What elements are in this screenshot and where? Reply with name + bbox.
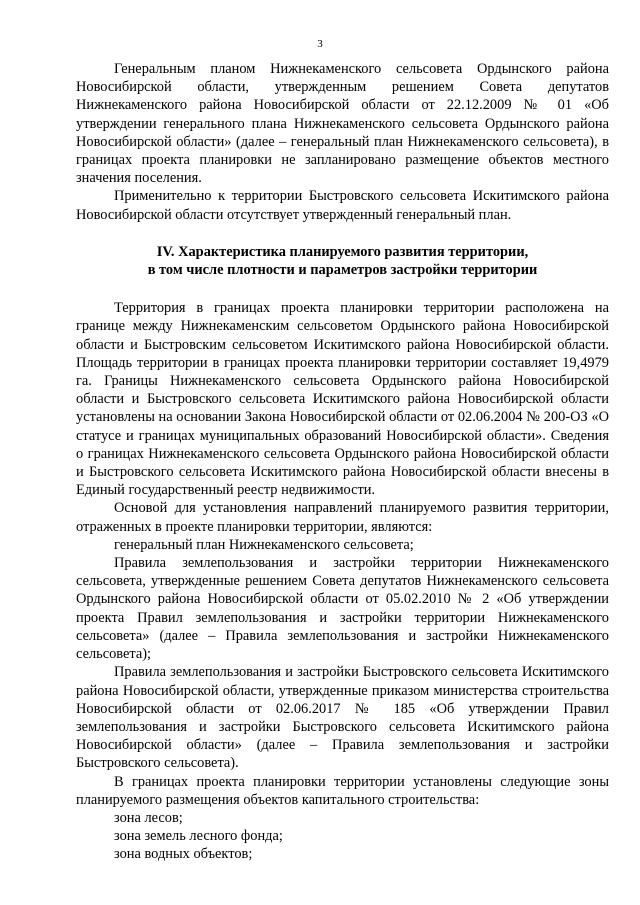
paragraph: Применительно к территории Быстровского сельсовета Искитимского района Новосибирской области отсутствует утвержденный генеральный план. [76, 188, 609, 223]
page-content [76, 60, 609, 864]
paragraph: Территория в границах проекта планировки территории расположена на границе между Нижнекаменским сельсоветом Ордынского района Новосибирской области и Быстровским сельсоветом Искитимского района Новосибирской области. Площадь территории в границах проекта планировки территории составляет 19,4979 га. Границы Нижнекаменского сельсовета Ордынского района Новосибирской области и Быстровского сельсовета Искитимского района Новосибирской области установлены на основании Закона Новосибирской области от 02.06.2004 № 200-ОЗ «О статусе и границах муниципальных образований Новосибирской области». Сведения о границах Нижнекаменского сельсовета Ордынского района Новосибирской области и Быстровского сельсовета Искитимского района Новосибирской области внесены в Единый государственный реестр недвижимости. [76, 300, 609, 499]
paragraph: Правила землепользования и застройки Быстровского сельсовета Искитимского района Новосибирской области, утвержденные приказом министерства строительства Новосибирской области от 02.06.2017 № 185 «Об утверждении Правил землепользования и застройки Быстровского сельсовета Искитимского района Новосибирской области» (далее – Правила землепользования и застройки Быстровского сельсовета). [76, 664, 609, 772]
zone-list-item: зона лесов; [114, 809, 183, 826]
zone-list-item: зона земель лесного фонда; [114, 828, 283, 845]
page-number: 3 [317, 38, 323, 50]
section-heading [76, 243, 609, 279]
heading-line: в том числе плотности и параметров застройки территории [147, 262, 538, 279]
heading-line: IV. Характеристика планируемого развития территории, [156, 243, 529, 260]
paragraph: Правила землепользования и застройки территории Нижнекаменского сельсовета, утвержденные решением Совета депутатов Нижнекаменского сельсовета Ордынского района Новосибирской области от 05.02.2010 № 2 «Об утверждении проекта Правил землепользования и застройки территории Нижнекаменского сельсовета» (далее – Правила землепользования и застройки Нижнекаменского сельсовета); [76, 555, 609, 663]
paragraph: В границах проекта планировки территории установлены следующие зоны планируемого размещения объектов капитального строительства: [76, 773, 609, 808]
zone-list-item: зона водных объектов; [114, 846, 253, 863]
paragraph: Основой для установления направлений планируемого развития территории, отраженных в проекте планировки территории, являются: [76, 500, 609, 535]
list-item: генеральный план Нижнекаменского сельсовета; [114, 536, 414, 553]
paragraph: Генеральным планом Нижнекаменского сельсовета Ордынского района Новосибирской области, утвержденным решением Совета депутатов Нижнекаменского района Новосибирской области от 22.12.2009 № 01 «Об утверждении генерального плана Нижнекаменского сельсовета Ордынского района Новосибирской области» (далее – генеральный план Нижнекаменского сельсовета), в границах проекта планировки не запланировано размещение объектов местного значения поселения. [76, 61, 609, 187]
